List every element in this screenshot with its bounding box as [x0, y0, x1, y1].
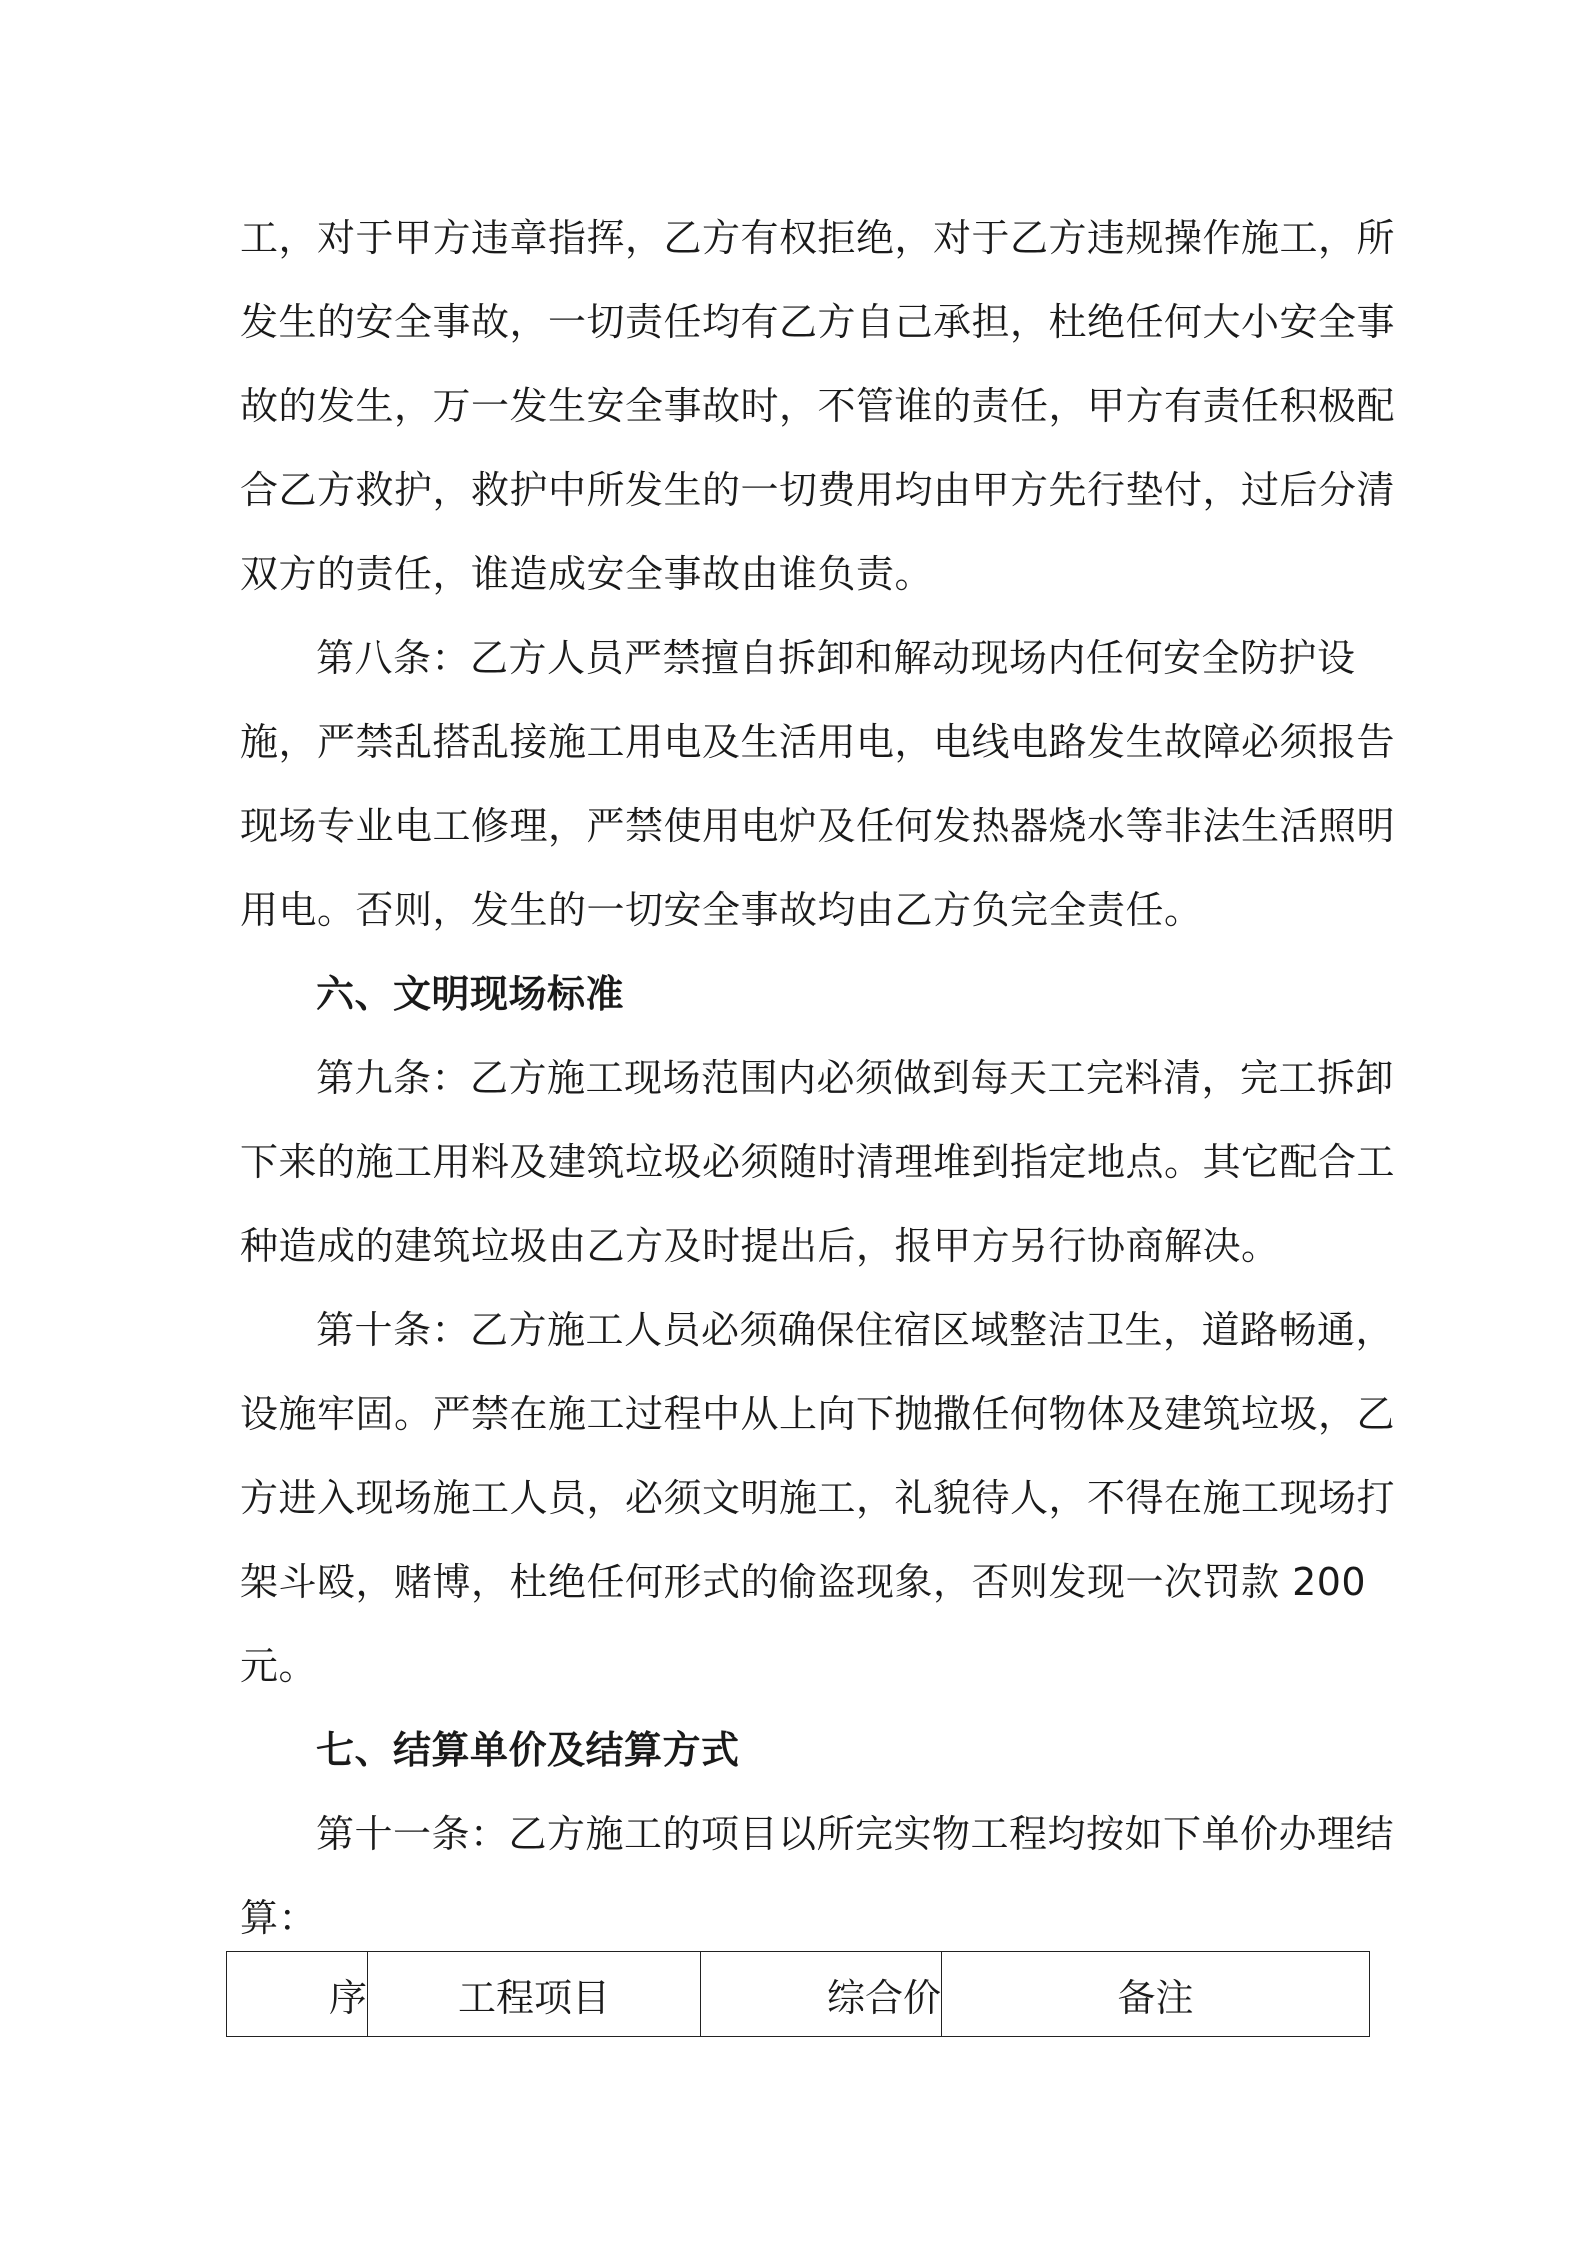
unit-price-table — [226, 1951, 1370, 2037]
paragraph-article-10 — [240, 1288, 1396, 1708]
document-body — [240, 196, 1396, 1960]
text-line: 种造成的建筑垃圾由乙方及时提出后，报甲方另行协商解决。 — [240, 1224, 1280, 1268]
text-line: 下来的施工用料及建筑垃圾必须随时清理堆到指定地点。其它配合工 — [240, 1140, 1396, 1184]
table-header-row — [227, 1952, 1370, 2037]
text-line: 第十一条：乙方施工的项目以所完实物工程均按如下单价办理结 — [316, 1812, 1395, 1856]
paragraph-article-9 — [240, 1036, 1396, 1288]
header-cell-remarks: 备注 — [942, 1952, 1370, 2037]
text-line: 方进入现场施工人员，必须文明施工，礼貌待人，不得在施工现场打 — [240, 1476, 1396, 1520]
section-heading-7: 七、结算单价及结算方式 — [316, 1728, 740, 1772]
text-line: 施，严禁乱搭乱接施工用电及生活用电，电线电路发生故障必须报告 — [240, 720, 1396, 764]
paragraph-article-8 — [240, 616, 1396, 952]
text-line: 设施牢固。严禁在施工过程中从上向下抛撒任何物体及建筑垃圾，乙 — [240, 1392, 1396, 1436]
text-line: 发生的安全事故，一切责任均有乙方自己承担，杜绝任何大小安全事 — [240, 300, 1396, 344]
header-cell-index: 序 — [227, 1952, 368, 2037]
paragraph-safety-responsibility — [240, 196, 1396, 616]
text-line: 架斗殴，赌博，杜绝任何形式的偷盗现象，否则发现一次罚款 200 — [240, 1560, 1367, 1604]
section-heading-6: 六、文明现场标准 — [316, 972, 625, 1016]
header-cell-price: 综合价 — [701, 1952, 942, 2037]
text-line: 故的发生，万一发生安全事故时，不管谁的责任，甲方有责任积极配 — [240, 384, 1396, 428]
header-cell-project: 工程项目 — [368, 1952, 701, 2037]
text-line: 第八条：乙方人员严禁擅自拆卸和解动现场内任何安全防护设 — [316, 636, 1356, 680]
text-line: 第十条：乙方施工人员必须确保住宿区域整洁卫生，道路畅通， — [316, 1308, 1395, 1352]
text-line: 双方的责任，谁造成安全事故由谁负责。 — [240, 552, 934, 596]
paragraph-article-11 — [240, 1792, 1395, 1960]
text-line: 算： — [240, 1896, 318, 1940]
text-line: 合乙方救护，救护中所发生的一切费用均由甲方先行垫付，过后分清 — [240, 468, 1396, 512]
text-line: 元。 — [240, 1644, 318, 1688]
text-line: 用电。否则，发生的一切安全事故均由乙方负完全责任。 — [240, 888, 1203, 932]
text-line: 工，对于甲方违章指挥，乙方有权拒绝，对于乙方违规操作施工，所 — [240, 216, 1396, 260]
text-line: 现场专业电工修理，严禁使用电炉及任何发热器烧水等非法生活照明 — [240, 804, 1396, 848]
text-line: 第九条：乙方施工现场范围内必须做到每天工完料清，完工拆卸 — [316, 1056, 1395, 1100]
